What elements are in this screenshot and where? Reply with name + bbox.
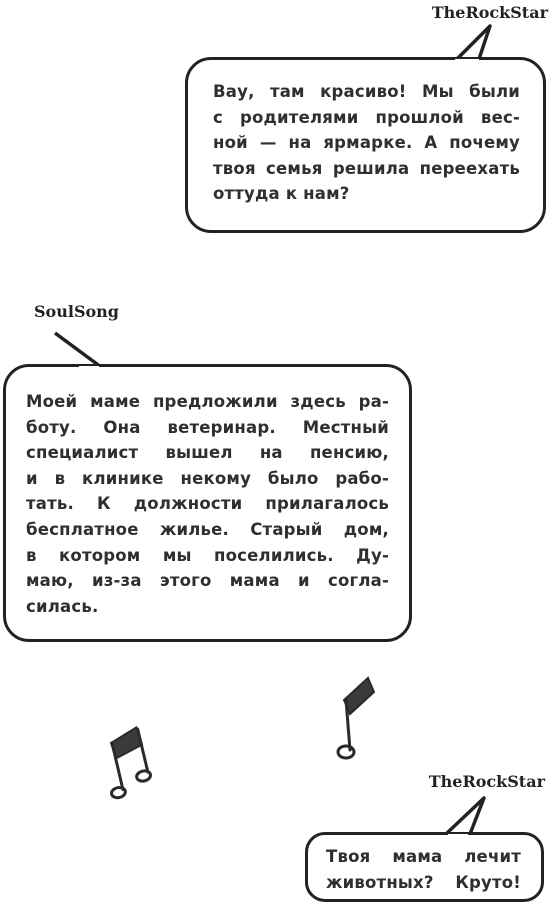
message-line: Твоя мама лечит — [326, 847, 521, 866]
message-line: в котором мы поселились. Ду- — [26, 545, 389, 565]
message-line: специалист вышел на пенсию, — [26, 443, 389, 463]
message-bubble — [3, 364, 412, 642]
speech-bubble-tail-cover — [436, 834, 496, 846]
message-line: твоя семья решила переехать — [213, 158, 520, 178]
message-line: Моей маме предложили здесь ра- — [26, 392, 389, 411]
message-line: силась. — [26, 596, 99, 616]
message-line: ной — на ярмарке. А почему — [213, 133, 520, 153]
message-line: и в клинике некому было рабо- — [26, 468, 389, 488]
message-line: с родителями прошлой вес- — [213, 107, 520, 127]
author-name: TheRockStar — [431, 3, 548, 22]
music-note-icon — [103, 724, 173, 814]
speech-bubble-tail-cover — [55, 366, 125, 378]
message-line: животных? Круто! — [326, 872, 521, 892]
message-line: боту. Она ветеринар. Местный — [26, 417, 389, 437]
message-bubble — [305, 832, 544, 902]
message-line: тать. К должности прилагалось — [26, 494, 389, 514]
speech-bubble-tail-cover — [442, 59, 502, 71]
message-line: оттуда к нам? — [213, 184, 350, 204]
message-bubble — [185, 57, 546, 233]
message-line: маю, из-за этого мама и согла- — [26, 571, 389, 591]
message-line: бесплатное жилье. Старый дом, — [26, 519, 389, 539]
music-note-icon — [330, 672, 390, 772]
author-name: TheRockStar — [428, 772, 545, 791]
author-name: SoulSong — [34, 302, 119, 321]
message-line: Вау, там красиво! Мы были — [213, 82, 520, 101]
